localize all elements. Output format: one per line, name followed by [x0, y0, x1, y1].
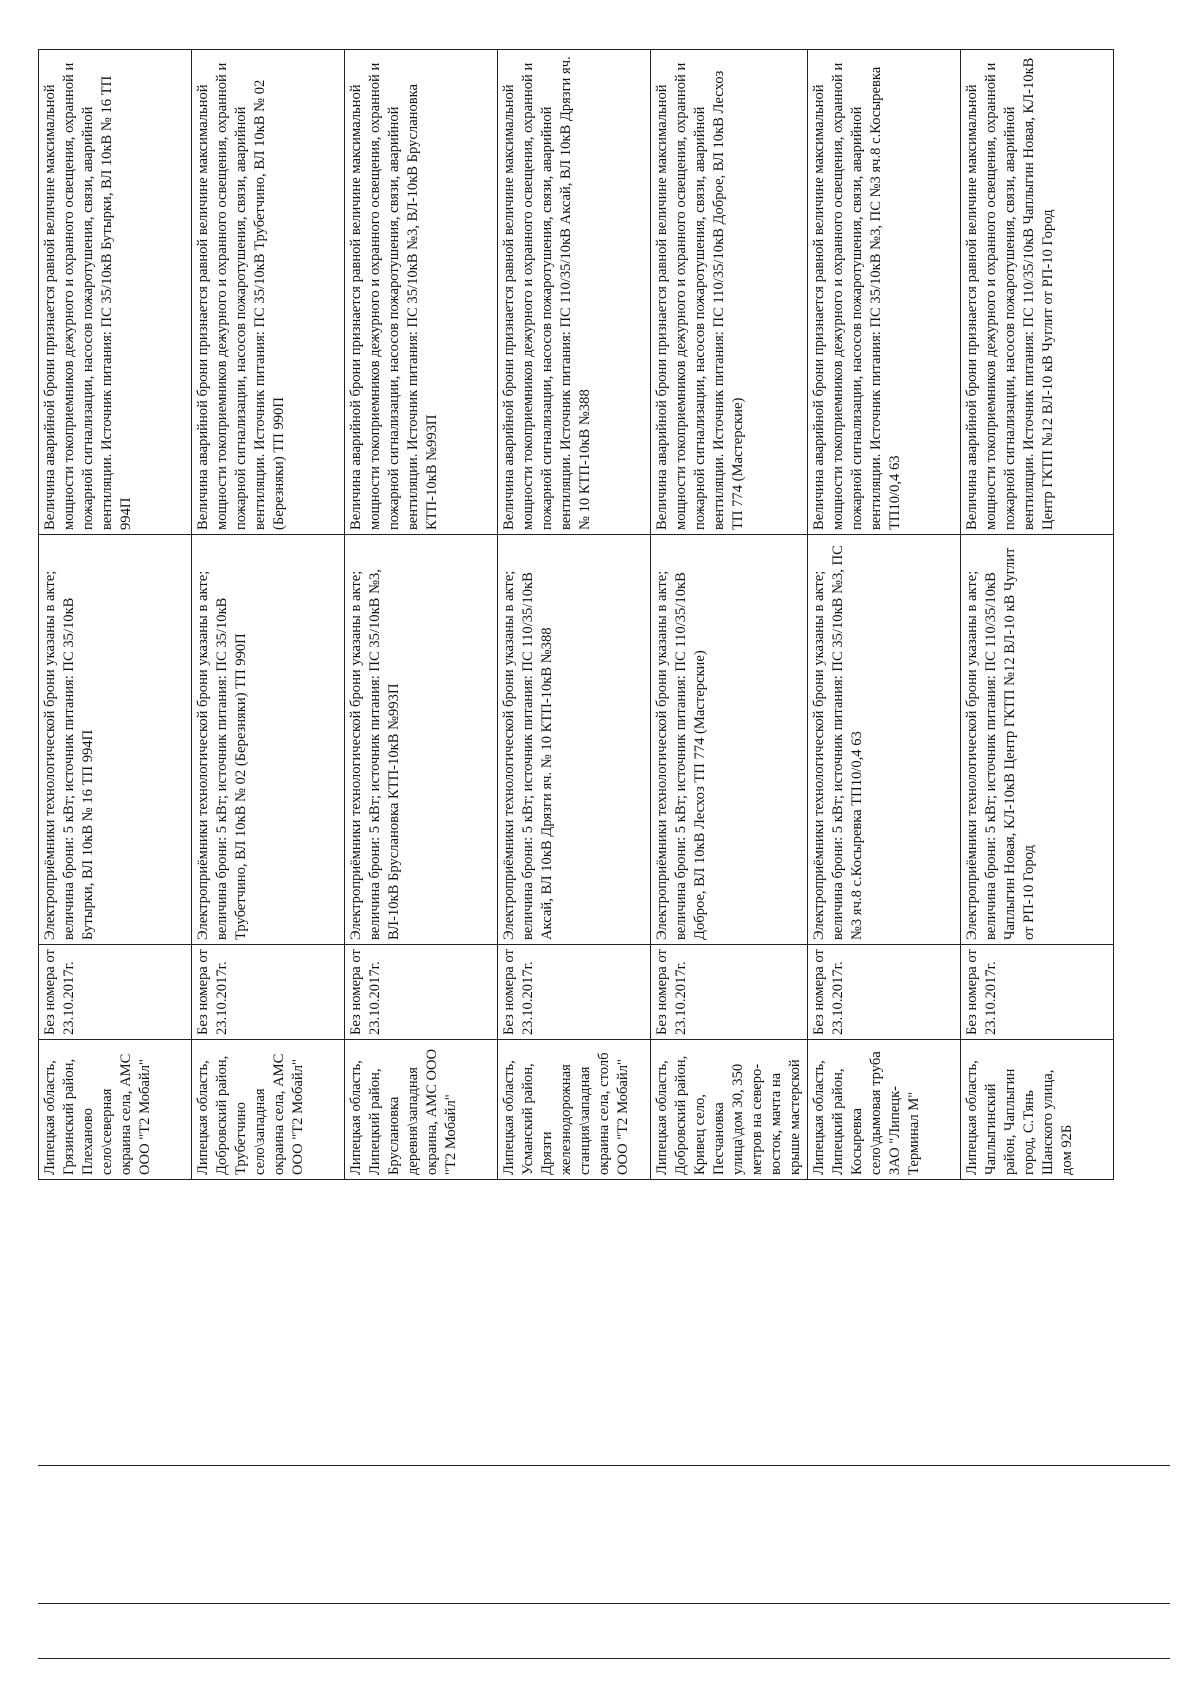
- emergency-reserve-cell: Величина аварийной брони признается равной величине максимальной мощности токоприемников дежурного и охранного освещения, охранной и пожарной сигнализации, насосов пожаротушения, связи, аварийной вентиляции. Источник питания: ПС 35/10кВ №3, ПС №3 яч.8 с.Косыревка ТП10/0,4 63: [808, 50, 961, 535]
- emergency-reserve-cell: Величина аварийной брони признается равной величине максимальной мощности токоприемников дежурного и охранного освещения, охранной и пожарной сигнализации, насосов пожаротушения, связи, аварийной вентиляции. Источник питания: ПС 35/10кВ Трубетчино, ВЛ 10кВ № 02 (Березняки) ТП 990П: [192, 50, 345, 535]
- address-cell: Липецкая область, Липецкий район, Косыревка село\дымовая труба ЗАО "Липецк-Терминал М": [808, 1040, 961, 1180]
- table-row: [808, 50, 961, 1180]
- horizontal-rule: [38, 1603, 1170, 1604]
- address-cell: Липецкая область, Грязинский район, Плеханово село\северная окраина села, АМС ООО "Т2 Мобайл": [39, 1040, 192, 1180]
- horizontal-rule: [38, 1465, 1170, 1466]
- horizontal-rule: [38, 1658, 1170, 1659]
- act-cell: Без номера от 23.10.2017г.: [808, 945, 961, 1040]
- act-cell: Без номера от 23.10.2017г.: [345, 945, 498, 1040]
- power-reserve-table: [38, 49, 1114, 1180]
- table-row: [345, 50, 498, 1180]
- address-cell: Липецкая область, Добровский район, Трубетчино село\западная окраина села, АМС ООО "Т2 Мобайл": [192, 1040, 345, 1180]
- table-row: [39, 50, 192, 1180]
- table-row: [498, 50, 651, 1180]
- address-cell: Липецкая область, Чаплыгинский район, Чаплыгин город, С.Тянь Шанского улица, дом 92Б: [961, 1040, 1114, 1180]
- tech-reserve-cell: Электроприёмники технологической брони указаны в акте; величина брони: 5 кВт; источник питания: ПС 110/35/10кВ Аксай, ВЛ 10кВ Дрязги яч. № 10 КТП-10кВ №388: [498, 535, 651, 945]
- act-cell: Без номера от 23.10.2017г.: [39, 945, 192, 1040]
- emergency-reserve-cell: Величина аварийной брони признается равной величине максимальной мощности токоприемников дежурного и охранного освещения, охранной и пожарной сигнализации, насосов пожаротушения, связи, аварийной вентиляции. Источник питания: ПС 110/35/10кВ Доброе, ВЛ 10кВ Лесхоз ТП 774 (Мастерские): [651, 50, 808, 535]
- tech-reserve-cell: Электроприёмники технологической брони указаны в акте; величина брони: 5 кВт; источник питания: ПС 35/10кВ Бутырки, ВЛ 10кВ № 16 ТП 994П: [39, 535, 192, 945]
- rotated-table-wrapper: [38, 50, 1142, 1180]
- tech-reserve-cell: Электроприёмники технологической брони указаны в акте; величина брони: 5 кВт; источник питания: ПС 110/35/10кВ Доброе, ВЛ 10кВ Лесхоз ТП 774 (Мастерские): [651, 535, 808, 945]
- table-row: [961, 50, 1114, 1180]
- act-cell: Без номера от 23.10.2017г.: [498, 945, 651, 1040]
- tech-reserve-cell: Электроприёмники технологической брони указаны в акте; величина брони: 5 кВт; источник питания: ПС 110/35/10кВ Чаплыгин Новая, КЛ-10кВ Центр ГКТП №12 ВЛ-10 кВ Чуглит от РП-10 Город: [961, 535, 1114, 945]
- act-cell: Без номера от 23.10.2017г.: [651, 945, 808, 1040]
- emergency-reserve-cell: Величина аварийной брони признается равной величине максимальной мощности токоприемников дежурного и охранного освещения, охранной и пожарной сигнализации, насосов пожаротушения, связи, аварийной вентиляции. Источник питания: ПС 110/35/10кВ Чаплыгин Новая, КЛ-10кВ Центр ГКТП №12 ВЛ-10 кВ Чуглит от РП-10 Город: [961, 50, 1114, 535]
- emergency-reserve-cell: Величина аварийной брони признается равной величине максимальной мощности токоприемников дежурного и охранного освещения, охранной и пожарной сигнализации, насосов пожаротушения, связи, аварийной вентиляции. Источник питания: ПС 110/35/10кВ Аксай, ВЛ 10кВ Дрязги яч. № 10 КТП-10кВ №388: [498, 50, 651, 535]
- table-row: [651, 50, 808, 1180]
- tech-reserve-cell: Электроприёмники технологической брони указаны в акте; величина брони: 5 кВт; источник питания: ПС 35/10кВ №3, ПС №3 яч.8 с.Косыревка ТП10/0,4 63: [808, 535, 961, 945]
- address-cell: Липецкая область, Липецкий район, Бруслановка деревня\западная окраина, АМС ООО "Т2 Мобайл": [345, 1040, 498, 1180]
- table-row: [192, 50, 345, 1180]
- emergency-reserve-cell: Величина аварийной брони признается равной величине максимальной мощности токоприемников дежурного и охранного освещения, охранной и пожарной сигнализации, насосов пожаротушения, связи, аварийной вентиляции. Источник питания: ПС 35/10кВ Бутырки, ВЛ 10кВ № 16 ТП 994П: [39, 50, 192, 535]
- tech-reserve-cell: Электроприёмники технологической брони указаны в акте; величина брони: 5 кВт; источник питания: ПС 35/10кВ №3, ВЛ-10кВ Бруслановка КТП-10кВ №993П: [345, 535, 498, 945]
- address-cell: Липецкая область, Усманский район, Дрязги железнодорожная станция\западная окраина села, столб ООО "Т2 Мобайл": [498, 1040, 651, 1180]
- act-cell: Без номера от 23.10.2017г.: [192, 945, 345, 1040]
- emergency-reserve-cell: Величина аварийной брони признается равной величине максимальной мощности токоприемников дежурного и охранного освещения, охранной и пожарной сигнализации, насосов пожаротушения, связи, аварийной вентиляции. Источник питания: ПС 35/10кВ №3, ВЛ-10кВ Бруслановка КТП-10кВ №993П: [345, 50, 498, 535]
- act-cell: Без номера от 23.10.2017г.: [961, 945, 1114, 1040]
- tech-reserve-cell: Электроприёмники технологической брони указаны в акте; величина брони: 5 кВт; источник питания: ПС 35/10кВ Трубетчино, ВЛ 10кВ № 02 (Березняки) ТП 990П: [192, 535, 345, 945]
- address-cell: Липецкая область, Добровский район, Кривец село, Песчановка улица\дом 30, 350 метров на северо-восток, мачта на крыше мастерской: [651, 1040, 808, 1180]
